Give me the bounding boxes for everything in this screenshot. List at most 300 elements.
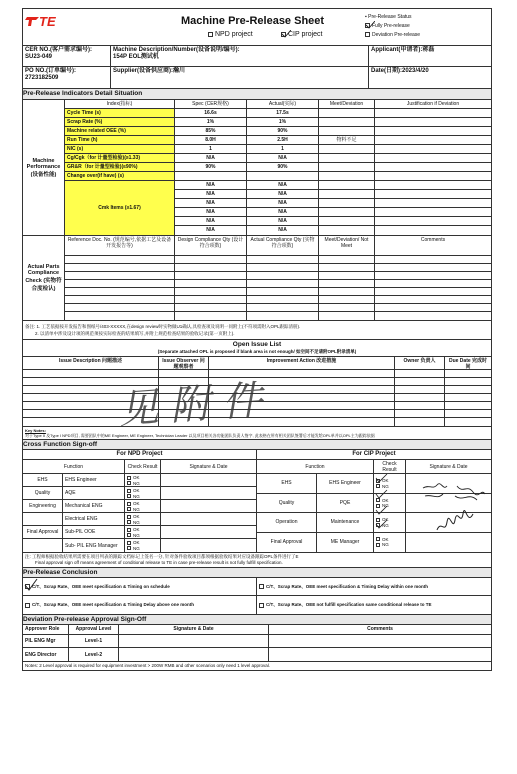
indicator-rows <box>65 109 491 181</box>
cmk-justification <box>375 217 491 225</box>
indicator-meet <box>319 127 375 135</box>
conclusion-option-label: C/T、Scrap Rate、OEE meet specification & Timing Delay above one month <box>32 602 194 607</box>
cer-value: SU23-049 <box>25 54 53 60</box>
indicator-row <box>65 136 491 145</box>
check-mark-icon <box>281 30 291 38</box>
indicator-index: Run Time (h) <box>65 136 175 144</box>
cip-signoff-row <box>257 494 491 514</box>
signature-cell[interactable] <box>161 513 256 525</box>
supplier: Supplier(设备供应商):瀚川 <box>111 67 369 88</box>
issue-cell[interactable] <box>445 410 491 417</box>
role-name: EHS Engineer <box>63 474 125 486</box>
conclusion-option-1[interactable] <box>23 578 257 595</box>
approval-level: Level-1 <box>69 635 119 647</box>
compliance-cell[interactable] <box>247 264 319 271</box>
deviation-title: Deviation Pre-release Approval Sign-Off <box>22 615 492 625</box>
indicator-justification <box>375 109 491 117</box>
checkbox-icon <box>127 546 131 550</box>
cer-label: CER NO.(客户需求编号): <box>25 47 92 53</box>
compliance-cell[interactable] <box>247 288 319 295</box>
ng-label: NG <box>382 522 389 528</box>
indicator-spec: 1 <box>175 145 247 153</box>
ok-label: OK <box>382 536 389 542</box>
cmk-meet <box>319 226 375 235</box>
signoff-note: 注: 工程师根据验收结果所需要在项目列表的跟踪文档标记上签名一分, 针对条件验收项目都须根据验收结果对应设备跟踪OPL条件进行了E <box>25 554 299 559</box>
ng-option[interactable] <box>376 542 403 548</box>
indicator-spec: 8.0H <box>175 136 247 144</box>
indicator-actual: 90% <box>247 163 319 171</box>
conclusion-option-label: C/T、Scrap Rate、OEE not fulfill specification same conditional release to TE <box>266 602 432 607</box>
checkbox-icon <box>127 520 131 524</box>
indicator-actual: 90% <box>247 127 319 135</box>
signoff-note: Final approval sign off means agreement of conditional release to TE in case pre-release result is not fully fulfill specification. <box>35 560 283 565</box>
indicator-index: Cycle Time (s) <box>65 109 175 117</box>
check-result <box>374 533 406 553</box>
npd-signoff-row <box>23 487 256 500</box>
cmk-actual: N/A <box>247 217 319 225</box>
check-result <box>125 500 161 512</box>
date: Date(日期):2023/4/20 <box>371 68 429 74</box>
compliance-cell[interactable] <box>65 256 175 263</box>
issue-cell[interactable] <box>395 418 445 426</box>
cmk-rows <box>175 181 491 235</box>
ok-label: OK <box>382 497 389 503</box>
pre-release-sheet <box>22 8 492 760</box>
compliance-cell[interactable] <box>375 256 491 263</box>
col-header: Approval Level <box>69 625 119 634</box>
checkbox-icon <box>376 523 380 527</box>
comments-cell[interactable] <box>269 648 491 661</box>
compliance-cell[interactable] <box>175 304 247 311</box>
indicator-justification <box>375 127 491 135</box>
indicator-spec: N/A <box>175 154 247 162</box>
role-name: AQE <box>63 487 125 499</box>
npd-label: NPD project <box>215 31 253 38</box>
indicator-index: Machine related OEE (%) <box>65 127 175 135</box>
checkbox-icon <box>376 504 380 508</box>
indicator-index: Change over(if have) (s) <box>65 172 175 180</box>
cmk-actual: N/A <box>247 208 319 216</box>
signature-cell[interactable] <box>406 494 491 513</box>
function-name: Engineering <box>23 500 63 512</box>
compliance-cell[interactable] <box>175 256 247 263</box>
signature-cell[interactable] <box>119 648 269 661</box>
indicator-actual: 2.5H <box>247 136 319 144</box>
indicator-row <box>65 109 491 118</box>
checkbox-icon <box>127 515 131 519</box>
compliance-cell[interactable] <box>375 304 491 311</box>
role-name: Sub-PIL OOE <box>63 526 125 538</box>
npd-signoff-row <box>23 500 256 513</box>
col-header: Reference Doc. No. (规范编号,依据工艺及设备开发报告等) <box>65 236 175 255</box>
ng-option[interactable] <box>127 494 158 500</box>
deviation-row <box>23 635 491 648</box>
issue-cell[interactable] <box>395 394 445 401</box>
indicator-index: Scrap Rate (%) <box>65 118 175 126</box>
checkbox-icon <box>376 543 380 547</box>
ng-label: NG <box>133 532 140 538</box>
indicator-justification <box>375 136 491 144</box>
cip-signoff-title: For CIP Project <box>257 450 491 460</box>
checkbox-icon <box>376 518 380 522</box>
compliance-row <box>65 280 491 288</box>
indicator-actual: 17.5s <box>247 109 319 117</box>
deviation-note: Notes: 2 Level approval is required for equipment investment > 200W RMB and other scenarios only need 1 level approval. <box>22 662 492 671</box>
issue-cell[interactable] <box>395 370 445 377</box>
col-header: Comments <box>367 626 393 632</box>
indicator-row <box>65 154 491 163</box>
col-header: Signature & Date <box>429 463 468 470</box>
check-result <box>125 526 161 538</box>
npd-header-row <box>23 460 256 474</box>
role-name: ME Manager <box>317 533 374 553</box>
checkbox-icon <box>376 537 380 541</box>
indicator-spec <box>175 172 247 180</box>
col-header: Issue Observer 问题观察者 <box>159 357 209 369</box>
check-result <box>125 487 161 499</box>
indicator-row <box>65 172 491 181</box>
function-name: Operation <box>257 513 317 532</box>
cmk-row <box>175 190 491 199</box>
compliance-cell[interactable] <box>65 272 175 279</box>
ok-label: OK <box>133 540 140 545</box>
compliance-cell[interactable] <box>247 304 319 311</box>
indicator-justification <box>375 163 491 171</box>
ng-option[interactable] <box>376 503 403 509</box>
compliance-rows <box>65 256 491 320</box>
cmk-justification <box>375 181 491 189</box>
compliance-cell[interactable] <box>319 296 375 303</box>
col-header: Meet/Deviation/ Not Meet <box>319 236 375 255</box>
npd-signoff-title: For NPD Project <box>23 450 256 460</box>
compliance-cell[interactable] <box>247 256 319 263</box>
compliance-header-row <box>65 236 491 256</box>
indicator-justification <box>375 154 491 162</box>
ok-label: OK <box>133 501 140 506</box>
cip-signoff-row <box>257 513 491 533</box>
conclusion-row <box>23 578 491 596</box>
indicator-index: GR&R（for 计量型检验)(≤90%) <box>65 163 175 171</box>
info-row-1 <box>22 45 492 67</box>
ng-label: NG <box>382 483 389 489</box>
status-option-label: Fully Pre-release <box>372 23 410 29</box>
cmk-label: Cmk Items (≥1.67) <box>65 181 175 235</box>
function-name <box>23 513 63 525</box>
function-name: Quality <box>257 494 317 513</box>
ng-option[interactable] <box>127 533 158 539</box>
issue-cell[interactable] <box>445 378 491 385</box>
compliance-cell[interactable] <box>375 272 491 279</box>
checkbox-icon <box>376 479 380 483</box>
status-option-deviation[interactable] <box>365 31 420 40</box>
compliance-cell[interactable] <box>319 288 375 295</box>
machine-label: Machine Description/Number(设备说明/编号): <box>113 47 240 53</box>
issue-cell[interactable] <box>395 410 445 417</box>
indicator-justification <box>375 145 491 153</box>
function-name: EHS <box>257 474 317 493</box>
compliance-cell[interactable] <box>175 280 247 287</box>
compliance-cell[interactable] <box>375 288 491 295</box>
indicator-meet <box>319 145 375 153</box>
machine-performance-label: Machine Performance (设备性能) <box>23 100 65 235</box>
compliance-cell[interactable] <box>65 264 175 271</box>
comments-cell[interactable] <box>269 635 491 647</box>
col-header: Check Result <box>374 460 406 473</box>
compliance-cell[interactable] <box>175 272 247 279</box>
indicator-meet <box>319 172 375 180</box>
status-option-label: Deviation Pre-release <box>372 32 421 38</box>
role-name: Electrical ENG <box>63 513 125 525</box>
conclusion-row <box>23 596 491 614</box>
compliance-cell[interactable] <box>319 304 375 311</box>
issue-cell[interactable] <box>445 402 491 409</box>
conclusion-option-label: C/T、Scrap Rate、OEE meet specification & Timing Delay within one month <box>266 583 428 589</box>
ok-label: OK <box>382 478 389 483</box>
indicator-actual: 1 <box>247 145 319 153</box>
indicator-meet <box>319 154 375 162</box>
compliance-cell[interactable] <box>319 272 375 279</box>
compliance-cell[interactable] <box>65 280 175 287</box>
cmk-justification <box>375 199 491 207</box>
indicator-spec: 16.6s <box>175 109 247 117</box>
conclusion-option-label: C/T、Scrap Rate、OEE meet specification & Timing on schedule <box>32 583 170 589</box>
key-notes <box>22 427 492 440</box>
function-name <box>23 539 63 552</box>
indicator-spec: 90% <box>175 163 247 171</box>
ng-label: NG <box>382 503 389 508</box>
indicator-justification <box>375 118 491 126</box>
ng-label: NG <box>133 506 140 512</box>
indicator-index: Cg/Cgk（for 计量型检验)(≥1.33) <box>65 154 175 162</box>
issue-cell[interactable] <box>445 370 491 377</box>
compliance-cell[interactable] <box>375 264 491 271</box>
ng-option[interactable] <box>376 484 403 490</box>
deviation-header-row <box>23 625 491 635</box>
deviation-rows <box>23 635 491 661</box>
signature-cell[interactable] <box>161 539 256 552</box>
cmk-justification <box>375 208 491 216</box>
indicator-justification <box>375 172 491 180</box>
approver-role: PIL ENG Mgr <box>23 635 69 647</box>
status-title: Pre-Release Status <box>368 14 412 20</box>
npd-signoff-row <box>23 539 256 552</box>
check-result <box>125 539 161 552</box>
compliance-cell[interactable] <box>375 296 491 303</box>
issue-cell[interactable] <box>445 386 491 393</box>
ng-label: NG <box>382 542 389 547</box>
compliance-cell[interactable] <box>319 280 375 287</box>
ng-option[interactable] <box>127 546 158 552</box>
col-header: Approver Role <box>23 625 69 634</box>
ng-label: NG <box>133 493 140 499</box>
col-header: Justification if Deviation <box>406 101 460 107</box>
col-header: Due Date 完成时间 <box>448 358 488 369</box>
cmk-block <box>65 181 491 235</box>
signature-cell[interactable] <box>406 513 491 532</box>
handwritten-note: 见附件 <box>116 376 276 434</box>
ok-label: OK <box>133 514 140 519</box>
compliance-cell[interactable] <box>65 288 175 295</box>
checkbox-icon <box>127 533 131 537</box>
indicators-header-row <box>65 100 491 109</box>
compliance-cell[interactable] <box>247 272 319 279</box>
cip-signoff <box>257 450 491 552</box>
compliance-cell[interactable] <box>375 312 491 320</box>
npd-signoff-row <box>23 526 256 539</box>
compliance-row <box>65 256 491 264</box>
issue-cell[interactable] <box>395 402 445 409</box>
po-label: PO NO.(订单编号): <box>25 68 76 74</box>
role-name: PQE <box>317 494 374 513</box>
ng-option[interactable] <box>127 507 158 513</box>
signature-cell[interactable] <box>161 474 256 486</box>
conclusion-table <box>22 578 492 615</box>
indicator-row <box>65 145 491 154</box>
cmk-actual: N/A <box>247 199 319 207</box>
col-header: Owner 负责人 <box>395 357 445 369</box>
checkbox-icon <box>127 507 131 511</box>
cmk-row <box>175 199 491 208</box>
checkbox-icon <box>127 541 131 545</box>
sheet-header <box>22 8 492 45</box>
compliance-row <box>65 288 491 296</box>
cmk-meet <box>319 208 375 216</box>
ng-option[interactable] <box>127 520 158 526</box>
cmk-actual: N/A <box>247 181 319 189</box>
deviation-table <box>22 625 492 662</box>
compliance-cell[interactable] <box>175 296 247 303</box>
col-header: Comments <box>420 237 446 243</box>
signature-cell[interactable] <box>161 487 256 499</box>
role-name: EHS Engineer <box>317 474 374 493</box>
signoff-title: Cross Function Sign-off <box>22 440 492 450</box>
compliance-cell[interactable] <box>247 280 319 287</box>
cip-signoff-row <box>257 533 491 553</box>
indicator-actual: N/A <box>247 154 319 162</box>
checkbox-icon <box>127 476 131 480</box>
compliance-row <box>65 312 491 320</box>
compliance-cell[interactable] <box>247 312 319 320</box>
key-notes-label: Key Notes: <box>25 428 46 433</box>
compliance-cell[interactable] <box>375 280 491 287</box>
ng-option[interactable] <box>376 523 403 529</box>
compliance-cell[interactable] <box>175 288 247 295</box>
cmk-spec: N/A <box>175 217 247 225</box>
indicators-body <box>65 100 491 235</box>
col-header: Meet/Deviation <box>319 100 375 108</box>
ok-label: OK <box>133 488 140 493</box>
compliance-body <box>65 236 491 320</box>
cmk-spec: N/A <box>175 199 247 207</box>
role-name: Mechanical ENG <box>63 500 125 512</box>
col-header: Spec (CER规格) <box>175 100 247 108</box>
cmk-meet <box>319 217 375 225</box>
checkbox-icon <box>127 494 131 498</box>
check-result <box>374 474 406 493</box>
check-result <box>374 513 406 532</box>
check-result <box>374 494 406 513</box>
npd-project-option[interactable] <box>208 31 253 38</box>
indicator-spec: 85% <box>175 127 247 135</box>
compliance-cell[interactable] <box>247 296 319 303</box>
signoff-table <box>22 450 492 553</box>
role-name: Maintenance <box>317 513 374 532</box>
ng-label: NG <box>133 545 140 551</box>
cmk-meet <box>319 190 375 198</box>
ok-label: OK <box>133 475 140 480</box>
col-header: Actual Compliance Qty (实物符合项数) <box>247 236 319 255</box>
cmk-justification <box>375 190 491 198</box>
function-name: Quality <box>23 487 63 499</box>
issue-cell[interactable] <box>395 386 445 393</box>
npd-signoff-row <box>23 474 256 487</box>
cmk-spec: N/A <box>175 190 247 198</box>
checkbox-icon <box>127 481 131 485</box>
compliance-cell[interactable] <box>65 304 175 311</box>
checkbox-icon <box>376 498 380 502</box>
ng-option[interactable] <box>127 481 158 487</box>
compliance-cell[interactable] <box>175 264 247 271</box>
compliance-cell[interactable] <box>65 296 175 303</box>
issue-cell[interactable] <box>395 378 445 385</box>
approval-level: Level-2 <box>69 648 119 661</box>
conclusion-option-4[interactable] <box>257 596 491 614</box>
signature-cell[interactable] <box>161 526 256 538</box>
compliance-table <box>22 236 492 321</box>
note-line: 2. 以清单中涉及设计项的规范须按实际检查的结果填写,并附上规范检查结果的验收记录(第一页附上). <box>35 331 235 336</box>
status-option-full[interactable] <box>365 22 420 31</box>
checkbox-icon <box>127 528 131 532</box>
cmk-actual: N/A <box>247 190 319 198</box>
compliance-cell[interactable] <box>65 312 175 320</box>
compliance-row <box>65 296 491 304</box>
conclusion-title: Pre-Release Conclusion <box>22 568 492 578</box>
conclusion-option-3[interactable] <box>23 596 257 614</box>
page-title: Machine Pre-Release Sheet <box>181 15 325 27</box>
compliance-row <box>65 272 491 280</box>
compliance-cell[interactable] <box>319 312 375 320</box>
compliance-cell[interactable] <box>319 256 375 263</box>
issue-cell[interactable] <box>445 394 491 401</box>
check-mark-icon <box>365 21 375 29</box>
check-result <box>125 474 161 486</box>
cmk-justification <box>375 226 491 235</box>
machine-value: 154P EOL测试机 <box>113 54 159 60</box>
cmk-row <box>175 217 491 226</box>
issue-cell[interactable] <box>445 418 491 426</box>
col-header: Index(指标) <box>65 100 175 108</box>
signature-cell[interactable] <box>161 500 256 512</box>
compliance-cell[interactable] <box>175 312 247 320</box>
indicator-meet <box>319 163 375 171</box>
col-header: Actual(实际) <box>247 100 319 108</box>
pre-release-status: ▪ Pre-Release Status Fully Pre-release Deviation Pre-release <box>365 14 421 38</box>
cip-project-option[interactable] <box>281 31 323 38</box>
npd-rows <box>23 474 256 552</box>
ng-label: NG <box>133 519 140 525</box>
check-result <box>125 513 161 525</box>
cmk-spec: N/A <box>175 181 247 189</box>
compliance-cell[interactable] <box>319 264 375 271</box>
signature-cell[interactable] <box>406 474 491 493</box>
signature-cell[interactable] <box>119 635 269 647</box>
svg-text:TE: TE <box>39 14 56 29</box>
cmk-row <box>175 181 491 190</box>
conclusion-option-2[interactable] <box>257 578 491 595</box>
indicator-meet <box>319 118 375 126</box>
open-issue-header <box>22 340 492 357</box>
signature-cell[interactable] <box>406 533 491 553</box>
